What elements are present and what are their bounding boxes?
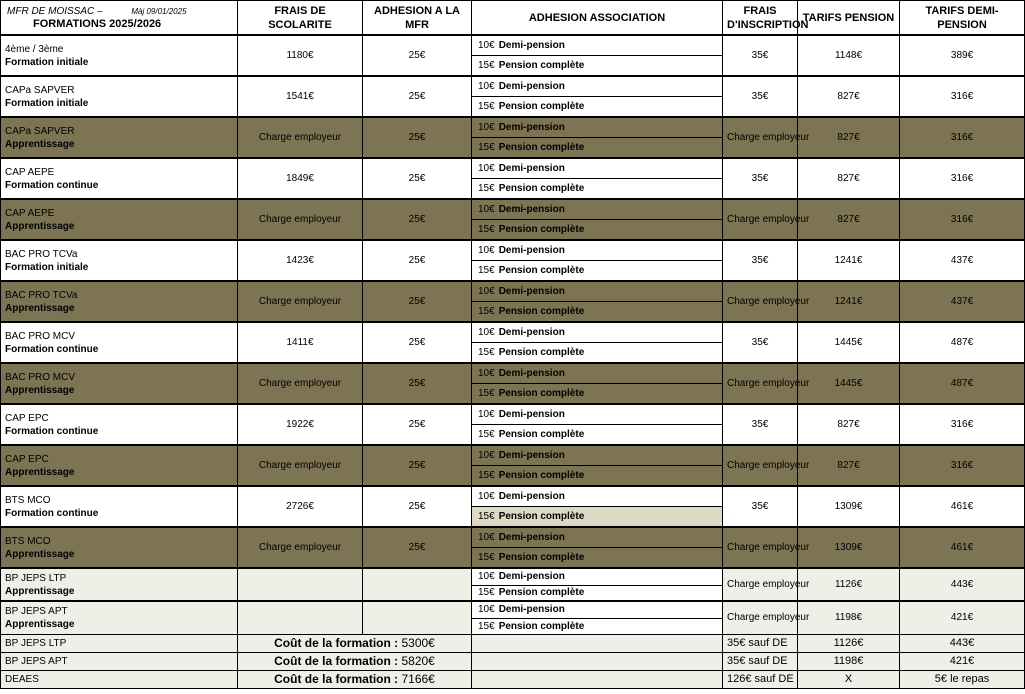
program-name: CAP EPC bbox=[5, 453, 49, 465]
cout-formation bbox=[238, 652, 472, 670]
tarif-demi-pension: 389€ bbox=[900, 35, 1025, 76]
adhesion-complete-label: Pension complète bbox=[498, 306, 585, 317]
frais-inscription: Charge employeur bbox=[723, 363, 798, 404]
adhesion-demi bbox=[472, 35, 723, 56]
adhesion-complete bbox=[472, 220, 723, 241]
adhesion-demi-amount: 10€ bbox=[478, 450, 495, 461]
adhesion-complete bbox=[472, 585, 723, 601]
main-body bbox=[1, 35, 1025, 688]
adhesion-association bbox=[472, 670, 723, 688]
tarif-demi-pension: 316€ bbox=[900, 158, 1025, 199]
program-cell bbox=[1, 158, 238, 199]
adhesion-complete-amount: 15€ bbox=[478, 101, 495, 112]
col-adhesion-association: ADHESION ASSOCIATION bbox=[472, 1, 723, 36]
adhesion-complete bbox=[472, 384, 723, 405]
program-kind: Apprentissage bbox=[5, 302, 75, 314]
table-row bbox=[1, 240, 1025, 261]
tarif-pension: 1148€ bbox=[798, 35, 900, 76]
adhesion-demi-label: Demi-pension bbox=[498, 286, 565, 297]
frais-inscription: Charge employeur bbox=[723, 568, 798, 601]
tarif-demi-pension: 437€ bbox=[900, 240, 1025, 281]
program-name: BP JEPS APT bbox=[1, 652, 238, 670]
adhesion-demi-label: Demi-pension bbox=[498, 450, 565, 461]
table-row bbox=[1, 35, 1025, 56]
adhesion-demi-label: Demi-pension bbox=[498, 532, 565, 543]
adhesion-complete bbox=[472, 425, 723, 446]
program-kind: Formation continue bbox=[5, 343, 99, 355]
adhesion-demi-label: Demi-pension bbox=[498, 491, 565, 502]
adhesion-complete-label: Pension complète bbox=[498, 388, 585, 399]
adhesion-complete-amount: 15€ bbox=[478, 224, 495, 235]
tarif-pension: 1309€ bbox=[798, 527, 900, 568]
frais-scolarite: Charge employeur bbox=[238, 281, 363, 322]
program-kind: Formation initiale bbox=[5, 261, 89, 273]
frais-inscription: Charge employeur bbox=[723, 281, 798, 322]
program-name: BP JEPS LTP bbox=[1, 634, 238, 652]
frais-scolarite: 1922€ bbox=[238, 404, 363, 445]
program-cell bbox=[1, 568, 238, 601]
frais-inscription: 35€ bbox=[723, 35, 798, 76]
adhesion-complete-amount: 15€ bbox=[478, 470, 495, 481]
frais-scolarite: 1849€ bbox=[238, 158, 363, 199]
program-kind: Apprentissage bbox=[5, 548, 75, 560]
tarif-demi-pension: 443€ bbox=[900, 634, 1025, 652]
table-row bbox=[1, 601, 1025, 618]
col-tarifs-pension: TARIFS PENSION bbox=[798, 1, 900, 36]
title-line1: MFR DE MOISSAC – bbox=[7, 5, 103, 17]
frais-inscription: Charge employeur bbox=[723, 601, 798, 634]
frais-scolarite: 1180€ bbox=[238, 35, 363, 76]
adhesion-complete-amount: 15€ bbox=[478, 142, 495, 153]
table-row bbox=[1, 634, 1025, 652]
program-kind: Apprentissage bbox=[5, 466, 75, 478]
adhesion-demi-amount: 10€ bbox=[478, 532, 495, 543]
program-kind: Apprentissage bbox=[5, 585, 75, 597]
col-adhesion-mfr: ADHESION A LA MFR bbox=[363, 1, 472, 36]
tarif-demi-pension: 5€ le repas bbox=[900, 670, 1025, 688]
adhesion-association bbox=[472, 634, 723, 652]
program-name: BTS MCO bbox=[5, 494, 51, 506]
tarif-pension: 1445€ bbox=[798, 322, 900, 363]
program-name: BP JEPS APT bbox=[5, 605, 68, 617]
tarif-pension: 827€ bbox=[798, 158, 900, 199]
tarif-demi-pension: 316€ bbox=[900, 117, 1025, 158]
program-name: DEAES bbox=[1, 670, 238, 688]
adhesion-complete bbox=[472, 548, 723, 569]
program-cell bbox=[1, 35, 238, 76]
frais-scolarite: 1411€ bbox=[238, 322, 363, 363]
program-kind: Formation initiale bbox=[5, 97, 89, 109]
adhesion-demi-amount: 10€ bbox=[478, 491, 495, 502]
program-cell bbox=[1, 527, 238, 568]
tarif-pension: 827€ bbox=[798, 199, 900, 240]
adhesion-complete-label: Pension complète bbox=[498, 511, 585, 522]
frais-scolarite: Charge employeur bbox=[238, 445, 363, 486]
cout-formation-amount: 5300€ bbox=[401, 636, 435, 650]
adhesion-demi-label: Demi-pension bbox=[498, 409, 565, 420]
adhesion-complete-amount: 15€ bbox=[478, 388, 495, 399]
program-name: CAP AEPE bbox=[5, 207, 55, 219]
adhesion-mfr: 25€ bbox=[363, 281, 472, 322]
adhesion-demi-amount: 10€ bbox=[478, 409, 495, 420]
program-cell bbox=[1, 486, 238, 527]
tarif-demi-pension: 316€ bbox=[900, 445, 1025, 486]
program-cell bbox=[1, 322, 238, 363]
frais-inscription: 35€ sauf DE bbox=[723, 652, 798, 670]
tarif-demi-pension: 487€ bbox=[900, 363, 1025, 404]
adhesion-mfr bbox=[363, 568, 472, 601]
tarif-demi-pension: 437€ bbox=[900, 281, 1025, 322]
table-row bbox=[1, 322, 1025, 343]
adhesion-demi-label: Demi-pension bbox=[498, 327, 565, 338]
tarif-demi-pension: 487€ bbox=[900, 322, 1025, 363]
program-name: BAC PRO TCVa bbox=[5, 289, 78, 301]
adhesion-complete-amount: 15€ bbox=[478, 620, 495, 632]
adhesion-mfr bbox=[363, 601, 472, 634]
adhesion-mfr: 25€ bbox=[363, 199, 472, 240]
adhesion-demi bbox=[472, 527, 723, 548]
program-name: BAC PRO MCV bbox=[5, 371, 76, 383]
adhesion-complete bbox=[472, 343, 723, 364]
program-kind: Formation continue bbox=[5, 425, 99, 437]
adhesion-mfr: 25€ bbox=[363, 527, 472, 568]
program-name: CAP AEPE bbox=[5, 166, 55, 178]
update-date: Màj 09/01/2025 bbox=[131, 6, 187, 16]
tarif-demi-pension: 443€ bbox=[900, 568, 1025, 601]
adhesion-demi-label: Demi-pension bbox=[498, 604, 565, 616]
program-kind: Formation initiale bbox=[5, 56, 89, 68]
frais-scolarite: Charge employeur bbox=[238, 199, 363, 240]
adhesion-complete-label: Pension complète bbox=[498, 183, 585, 194]
program-name: BP JEPS LTP bbox=[5, 572, 67, 584]
adhesion-demi-label: Demi-pension bbox=[498, 163, 565, 174]
frais-scolarite bbox=[238, 601, 363, 634]
adhesion-complete bbox=[472, 618, 723, 634]
tarif-pension: 1445€ bbox=[798, 363, 900, 404]
adhesion-demi-label: Demi-pension bbox=[498, 571, 565, 583]
program-name: BTS MCO bbox=[5, 535, 51, 547]
adhesion-complete-label: Pension complète bbox=[498, 347, 585, 358]
adhesion-demi bbox=[472, 601, 723, 618]
frais-inscription: 35€ sauf DE bbox=[723, 634, 798, 652]
adhesion-demi-label: Demi-pension bbox=[498, 245, 565, 256]
adhesion-demi bbox=[472, 568, 723, 585]
tarif-pension: 827€ bbox=[798, 445, 900, 486]
adhesion-demi-amount: 10€ bbox=[478, 204, 495, 215]
adhesion-mfr: 25€ bbox=[363, 158, 472, 199]
adhesion-complete-amount: 15€ bbox=[478, 347, 495, 358]
adhesion-complete bbox=[472, 261, 723, 282]
adhesion-demi-label: Demi-pension bbox=[498, 81, 565, 92]
adhesion-demi bbox=[472, 158, 723, 179]
program-cell bbox=[1, 281, 238, 322]
tarif-demi-pension: 461€ bbox=[900, 527, 1025, 568]
adhesion-complete bbox=[472, 466, 723, 487]
adhesion-mfr: 25€ bbox=[363, 445, 472, 486]
program-kind: Formation continue bbox=[5, 179, 99, 191]
adhesion-demi-amount: 10€ bbox=[478, 122, 495, 133]
tarif-pension: 827€ bbox=[798, 76, 900, 117]
tarif-demi-pension: 421€ bbox=[900, 601, 1025, 634]
frais-inscription: Charge employeur bbox=[723, 527, 798, 568]
tarif-pension: 1198€ bbox=[798, 652, 900, 670]
program-name: 4ème / 3ème bbox=[5, 43, 64, 55]
frais-scolarite: 2726€ bbox=[238, 486, 363, 527]
adhesion-complete bbox=[472, 507, 723, 528]
adhesion-mfr: 25€ bbox=[363, 322, 472, 363]
document-title bbox=[1, 1, 238, 36]
frais-scolarite bbox=[238, 568, 363, 601]
tarif-pension: 1241€ bbox=[798, 240, 900, 281]
tarif-pension: 827€ bbox=[798, 117, 900, 158]
header-row bbox=[1, 1, 1025, 36]
frais-scolarite: Charge employeur bbox=[238, 527, 363, 568]
adhesion-demi bbox=[472, 199, 723, 220]
program-cell bbox=[1, 445, 238, 486]
frais-scolarite: Charge employeur bbox=[238, 117, 363, 158]
table-row bbox=[1, 652, 1025, 670]
tarif-demi-pension: 316€ bbox=[900, 199, 1025, 240]
table-row bbox=[1, 117, 1025, 138]
adhesion-mfr: 25€ bbox=[363, 486, 472, 527]
table-row bbox=[1, 670, 1025, 688]
adhesion-mfr: 25€ bbox=[363, 76, 472, 117]
adhesion-demi bbox=[472, 322, 723, 343]
tarif-demi-pension: 421€ bbox=[900, 652, 1025, 670]
frais-scolarite: 1541€ bbox=[238, 76, 363, 117]
adhesion-mfr: 25€ bbox=[363, 363, 472, 404]
program-cell bbox=[1, 199, 238, 240]
tarif-pension: 1126€ bbox=[798, 568, 900, 601]
adhesion-demi-amount: 10€ bbox=[478, 571, 495, 583]
adhesion-complete bbox=[472, 302, 723, 323]
col-frais-scolarite: FRAIS DE SCOLARITE bbox=[238, 1, 363, 36]
program-kind: Apprentissage bbox=[5, 618, 75, 630]
program-cell bbox=[1, 363, 238, 404]
table-row bbox=[1, 363, 1025, 384]
table-row bbox=[1, 486, 1025, 507]
tarif-demi-pension: 316€ bbox=[900, 76, 1025, 117]
adhesion-demi-label: Demi-pension bbox=[498, 40, 565, 51]
adhesion-demi bbox=[472, 486, 723, 507]
adhesion-demi-amount: 10€ bbox=[478, 604, 495, 616]
program-kind: Formation continue bbox=[5, 507, 99, 519]
adhesion-complete bbox=[472, 138, 723, 159]
adhesion-demi bbox=[472, 281, 723, 302]
tarif-pension: 1241€ bbox=[798, 281, 900, 322]
adhesion-demi-label: Demi-pension bbox=[498, 368, 565, 379]
adhesion-demi bbox=[472, 240, 723, 261]
adhesion-complete-label: Pension complète bbox=[498, 142, 585, 153]
frais-inscription: Charge employeur bbox=[723, 445, 798, 486]
program-kind: Apprentissage bbox=[5, 384, 75, 396]
table-row bbox=[1, 199, 1025, 220]
adhesion-complete-label: Pension complète bbox=[498, 101, 585, 112]
program-cell bbox=[1, 76, 238, 117]
program-cell bbox=[1, 240, 238, 281]
program-kind: Apprentissage bbox=[5, 138, 75, 150]
adhesion-demi-amount: 10€ bbox=[478, 245, 495, 256]
program-name: CAP EPC bbox=[5, 412, 49, 424]
cout-formation bbox=[238, 634, 472, 652]
tarif-pension: X bbox=[798, 670, 900, 688]
cout-formation-label: Coût de la formation : bbox=[274, 672, 399, 686]
adhesion-mfr: 25€ bbox=[363, 35, 472, 76]
adhesion-complete-label: Pension complète bbox=[498, 470, 585, 481]
cout-formation-amount: 7166€ bbox=[401, 672, 435, 686]
program-cell bbox=[1, 404, 238, 445]
tarif-pension: 827€ bbox=[798, 404, 900, 445]
frais-scolarite: Charge employeur bbox=[238, 363, 363, 404]
frais-inscription: 35€ bbox=[723, 240, 798, 281]
adhesion-complete-amount: 15€ bbox=[478, 306, 495, 317]
program-name: BAC PRO TCVa bbox=[5, 248, 78, 260]
adhesion-complete-label: Pension complète bbox=[498, 265, 585, 276]
adhesion-mfr: 25€ bbox=[363, 117, 472, 158]
adhesion-complete-amount: 15€ bbox=[478, 60, 495, 71]
adhesion-complete-label: Pension complète bbox=[498, 620, 585, 632]
adhesion-demi-amount: 10€ bbox=[478, 40, 495, 51]
title-line2: FORMATIONS 2025/2026 bbox=[33, 17, 162, 30]
program-kind: Apprentissage bbox=[5, 220, 75, 232]
cout-formation bbox=[238, 670, 472, 688]
adhesion-demi bbox=[472, 445, 723, 466]
cout-formation-label: Coût de la formation : bbox=[274, 654, 399, 668]
adhesion-demi-amount: 10€ bbox=[478, 327, 495, 338]
program-cell bbox=[1, 601, 238, 634]
adhesion-demi-label: Demi-pension bbox=[498, 204, 565, 215]
adhesion-association bbox=[472, 652, 723, 670]
frais-inscription: Charge employeur bbox=[723, 117, 798, 158]
cout-formation-amount: 5820€ bbox=[401, 654, 435, 668]
col-tarifs-demi-pension: TARIFS DEMI-PENSION bbox=[900, 1, 1025, 36]
adhesion-complete bbox=[472, 97, 723, 118]
adhesion-mfr: 25€ bbox=[363, 404, 472, 445]
adhesion-complete-label: Pension complète bbox=[498, 60, 585, 71]
adhesion-complete-label: Pension complète bbox=[498, 552, 585, 563]
adhesion-demi-amount: 10€ bbox=[478, 286, 495, 297]
table-row bbox=[1, 281, 1025, 302]
frais-inscription: 35€ bbox=[723, 322, 798, 363]
cout-formation-label: Coût de la formation : bbox=[274, 636, 399, 650]
frais-inscription: 35€ bbox=[723, 404, 798, 445]
adhesion-complete-amount: 15€ bbox=[478, 511, 495, 522]
adhesion-complete-amount: 15€ bbox=[478, 429, 495, 440]
table-row bbox=[1, 404, 1025, 425]
table-row bbox=[1, 76, 1025, 97]
adhesion-complete-amount: 15€ bbox=[478, 183, 495, 194]
adhesion-complete-amount: 15€ bbox=[478, 265, 495, 276]
tarif-demi-pension: 316€ bbox=[900, 404, 1025, 445]
adhesion-complete-label: Pension complète bbox=[498, 224, 585, 235]
adhesion-complete bbox=[472, 179, 723, 200]
table-row bbox=[1, 527, 1025, 548]
frais-inscription: 35€ bbox=[723, 486, 798, 527]
tarif-pension: 1198€ bbox=[798, 601, 900, 634]
program-name: CAPa SAPVER bbox=[5, 84, 75, 96]
program-name: CAPa SAPVER bbox=[5, 125, 75, 137]
frais-inscription: 35€ bbox=[723, 158, 798, 199]
adhesion-complete-label: Pension complète bbox=[498, 587, 585, 599]
table-row bbox=[1, 445, 1025, 466]
frais-inscription: Charge employeur bbox=[723, 199, 798, 240]
program-name: BAC PRO MCV bbox=[5, 330, 76, 342]
adhesion-demi bbox=[472, 117, 723, 138]
program-cell bbox=[1, 117, 238, 158]
adhesion-demi bbox=[472, 76, 723, 97]
adhesion-complete-amount: 15€ bbox=[478, 552, 495, 563]
frais-inscription: 35€ bbox=[723, 76, 798, 117]
adhesion-demi-amount: 10€ bbox=[478, 81, 495, 92]
adhesion-complete-amount: 15€ bbox=[478, 587, 495, 599]
adhesion-complete bbox=[472, 56, 723, 77]
adhesion-demi bbox=[472, 363, 723, 384]
col-frais-inscription: FRAIS D'INSCRIPTION bbox=[723, 1, 798, 36]
adhesion-demi-amount: 10€ bbox=[478, 368, 495, 379]
adhesion-demi bbox=[472, 404, 723, 425]
tarif-pension: 1126€ bbox=[798, 634, 900, 652]
adhesion-complete-label: Pension complète bbox=[498, 429, 585, 440]
frais-scolarite: 1423€ bbox=[238, 240, 363, 281]
table-row bbox=[1, 568, 1025, 585]
adhesion-demi-amount: 10€ bbox=[478, 163, 495, 174]
table-row bbox=[1, 158, 1025, 179]
adhesion-demi-label: Demi-pension bbox=[498, 122, 565, 133]
tarif-demi-pension: 461€ bbox=[900, 486, 1025, 527]
tarif-pension: 1309€ bbox=[798, 486, 900, 527]
frais-inscription: 126€ sauf DE bbox=[723, 670, 798, 688]
adhesion-mfr: 25€ bbox=[363, 240, 472, 281]
